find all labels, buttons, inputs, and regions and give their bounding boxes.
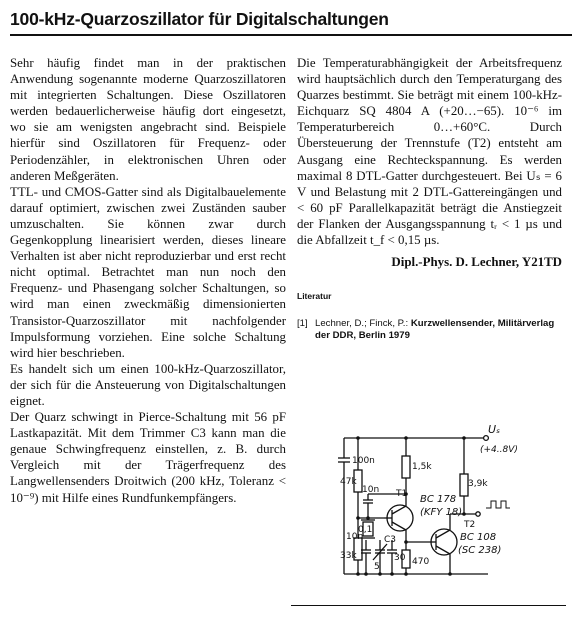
c-100n-label: 100n (352, 456, 375, 466)
c-5-label: 5 (374, 562, 380, 572)
t2-alt: (SC 238) (458, 545, 502, 556)
r-470-label: 470 (412, 557, 430, 567)
c-01-label: 0,1 (358, 525, 373, 535)
c-10n-left-label: 10n (346, 532, 364, 542)
reference-authors: Lechner, D.; Finck, P.: (315, 318, 409, 330)
r-15k-label: 1,5k (412, 462, 432, 472)
circuit-diagram (318, 422, 550, 594)
reference-text (315, 318, 562, 342)
left-column (10, 55, 286, 506)
reference-number: [1] (297, 318, 308, 330)
reference-title: Kurzwellensender, Militärverlag der DDR, Berlin 1979 (315, 318, 555, 342)
paragraph: Es handelt sich um einen 100-kHz-Quarzoszillator, der sich für die Ansteuerung von Digitalschaltungen eignet. (10, 361, 286, 408)
reference-entry (297, 318, 562, 342)
literature-heading: Literatur (297, 291, 332, 302)
paragraph: Sehr häufig findet man in der praktischen Anwendung sogenannte moderne Quarzoszillatoren mit integrierten Schaltungen. Diese Oszillatoren werden bedauerlicherweise häufig dort eingesetzt, wo sie am wenigsten angebracht sind. Beispiele hierfür sind Oszillatoren für Frequenz- oder Periodenzähler, in elektronischen Uhren oder anderen Meßgeräten. (10, 56, 286, 183)
c-30-label: 30 (394, 553, 406, 563)
title-rule (10, 34, 572, 36)
c-10n-top-label: 10n (362, 485, 380, 495)
t2-label: T2 (464, 520, 476, 530)
bottom-rule (291, 605, 566, 606)
right-column (297, 55, 562, 342)
paragraph: Der Quarz schwingt in Pierce-Schaltung mit 56 pF Lastkapazität. Mit dem Trimmer C3 kann man die genaue Schwingfrequenz einstellen, z. B. durch Vergleich mit der Trägerfrequenz des Langwellensenders Droitwich (200 kHz, Toleranz < 10⁻⁹) mit Hilfe eines Rundfunkempfängers. (10, 410, 286, 505)
author-signature: Dipl.-Phys. D. Lechner, Y21TD (391, 255, 562, 270)
t1-type: BC 178 (420, 494, 457, 505)
r-33k-label: 33k (340, 551, 357, 561)
us-label: Uₛ (488, 423, 501, 436)
t2-type: BC 108 (460, 532, 497, 543)
r-47k-label: 47k (340, 477, 357, 487)
paragraph: TTL- und CMOS-Gatter sind als Digitalbauelemente darauf optimiert, zwischen zwei Zuständen sauber umzuschalten. Sie können zwar durch Gegenkopplung linearisiert werden, dieses lineare Verhalten ist aber nicht reproduzierbar und erst recht nicht optimal. Betrachtet man nun noch den Frequenz- und Phasengang solcher Schaltungen, so wird man einen zweckmäßig dimensionierten Transistor-Quarzoszillator mit nachfolgender Impulsformung vorziehen. Eine solche Schaltung wird hier beschrieben. (10, 184, 286, 360)
us-value: (+4..8V) (480, 445, 518, 455)
t1-label: T1 (396, 489, 408, 499)
r-39k-label: 3,9k (468, 479, 488, 489)
t1-alt: (KFY 18) (420, 507, 463, 518)
article-title: 100-kHz-Quarzoszillator für Digitalschaltungen (10, 9, 389, 29)
paragraph: Die Temperaturabhängigkeit der Arbeitsfrequenz wird hauptsächlich durch den Temperaturgang des Quarzes bestimmt. Sie beträgt mit einem 100-kHz-Eichquarz SQ 4804 A (+20…−65). 10⁻⁶ im Temperaturbereich 0…+60°C. Durch Übersteuerung der Trennstufe (T2) entsteht am Ausgang eine Rechteckspannung. Es werden maximal 8 DTL-Gatter durchgesteuert. Bei Uₛ = 6 V und Belastung mit 2 DTL-Gattereingängen und < 60 pF Parallelkapazität beträgt die Anstiegzeit der Flanken der Ausgangsspannung tᵣ < 1 µs und die Abfallzeit t_f < 0,15 µs. (297, 56, 562, 248)
c3-label: C3 (384, 535, 397, 545)
